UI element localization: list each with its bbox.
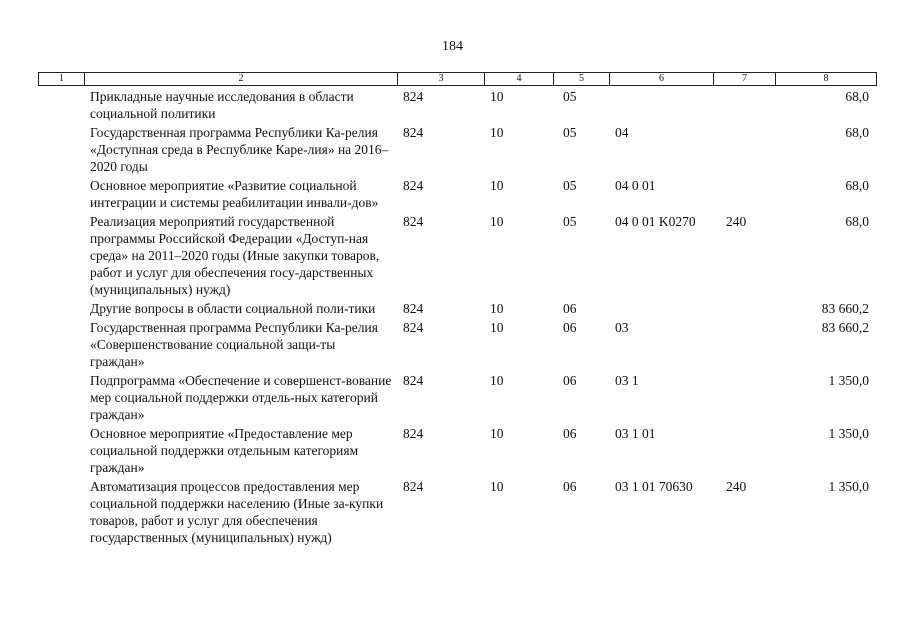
row-name: Основное мероприятие «Развитие социальной интеграции и системы реабилитации инвали-дов»	[90, 178, 379, 210]
row-amount: 1 350,0	[828, 373, 869, 388]
row-name: Прикладные научные исследования в области социальной политики	[90, 89, 354, 121]
row-amount: 68,0	[845, 89, 869, 104]
row-amount: 68,0	[845, 178, 869, 193]
row-target-article: 03 1	[615, 373, 639, 388]
row-subsection: 05	[563, 89, 577, 104]
row-subsection: 06	[563, 426, 577, 441]
row-code: 824	[403, 214, 424, 229]
header-col-8: 8	[776, 73, 877, 86]
row-expense-type	[713, 124, 775, 177]
row-section: 10	[490, 426, 504, 441]
table-row	[38, 425, 876, 478]
row-expense-type	[713, 425, 775, 478]
table-row	[38, 300, 876, 319]
row-amount: 83 660,2	[821, 320, 869, 335]
table-row	[38, 88, 876, 124]
page-number: 184	[442, 39, 463, 54]
row-amount: 83 660,2	[821, 301, 869, 316]
row-name: Реализация мероприятий государственной программы Российской Федерации «Доступ-ная среда» на 2011–2020 годы (Иные закупки товаров, работ и услуг для обеспечения госу-дарственных (муниципальных) нужд)	[90, 214, 380, 297]
row-subsection: 05	[563, 125, 577, 140]
header-col-1: 1	[39, 73, 85, 86]
header-col-6: 6	[610, 73, 714, 86]
row-expense-type	[713, 300, 775, 319]
row-expense-type	[713, 372, 775, 425]
row-name: Основное мероприятие «Предоставление мер социальной поддержки отдельным категориям граждан»	[90, 426, 359, 475]
row-section: 10	[490, 214, 504, 229]
header-col-5: 5	[554, 73, 610, 86]
row-section: 10	[490, 178, 504, 193]
row-amount: 68,0	[845, 214, 869, 229]
row-target-article	[609, 300, 713, 319]
row-subsection: 06	[563, 479, 577, 494]
row-target-article: 03 1 01	[615, 426, 656, 441]
row-code: 824	[403, 178, 424, 193]
row-subsection: 06	[563, 301, 577, 316]
row-target-article: 04 0 01 K0270	[615, 214, 696, 229]
table-row	[38, 177, 876, 213]
row-section: 10	[490, 89, 504, 104]
row-section: 10	[490, 301, 504, 316]
row-expense-type: 240	[726, 214, 747, 229]
row-subsection: 06	[563, 320, 577, 335]
row-code: 824	[403, 479, 424, 494]
row-code: 824	[403, 426, 424, 441]
row-target-article: 03	[615, 320, 629, 335]
row-section: 10	[490, 125, 504, 140]
row-target-article: 03 1 01 70630	[615, 479, 693, 494]
row-subsection: 06	[563, 373, 577, 388]
table-row	[38, 124, 876, 177]
row-target-article: 04	[615, 125, 629, 140]
header-col-3: 3	[398, 73, 485, 86]
budget-table	[38, 88, 876, 548]
row-name: Подпрограмма «Обеспечение и совершенст-вование мер социальной поддержки отдель-ных категорий граждан»	[90, 373, 392, 422]
row-expense-type: 240	[726, 479, 747, 494]
header-col-7: 7	[714, 73, 776, 86]
table-row	[38, 213, 876, 300]
row-amount: 1 350,0	[828, 426, 869, 441]
row-amount: 1 350,0	[828, 479, 869, 494]
row-section: 10	[490, 479, 504, 494]
header-col-4: 4	[485, 73, 554, 86]
row-expense-type	[713, 177, 775, 213]
row-code: 824	[403, 301, 424, 316]
row-target-article	[609, 88, 713, 124]
table-row	[38, 319, 876, 372]
row-name: Государственная программа Республики Ка-релия «Доступная среда в Республике Каре-лия» на 2016–2020 годы	[90, 125, 389, 174]
row-amount: 68,0	[845, 125, 869, 140]
row-code: 824	[403, 89, 424, 104]
table-header	[38, 72, 877, 86]
table-row	[38, 372, 876, 425]
row-code: 824	[403, 125, 424, 140]
row-name: Автоматизация процессов предоставления мер социальной поддержки населению (Иные за-купки товаров, работ и услуг для обеспечения государственных (муниципальных) нужд)	[90, 479, 384, 545]
row-code: 824	[403, 320, 424, 335]
header-col-2: 2	[85, 73, 398, 86]
row-name: Государственная программа Республики Ка-релия «Совершенствование социальной защи-ты граждан»	[90, 320, 378, 369]
row-expense-type	[713, 319, 775, 372]
row-expense-type	[713, 88, 775, 124]
row-subsection: 05	[563, 178, 577, 193]
table-row	[38, 478, 876, 548]
row-name: Другие вопросы в области социальной поли-тики	[90, 301, 376, 316]
row-section: 10	[490, 373, 504, 388]
row-section: 10	[490, 320, 504, 335]
row-code: 824	[403, 373, 424, 388]
row-target-article: 04 0 01	[615, 178, 656, 193]
row-subsection: 05	[563, 214, 577, 229]
